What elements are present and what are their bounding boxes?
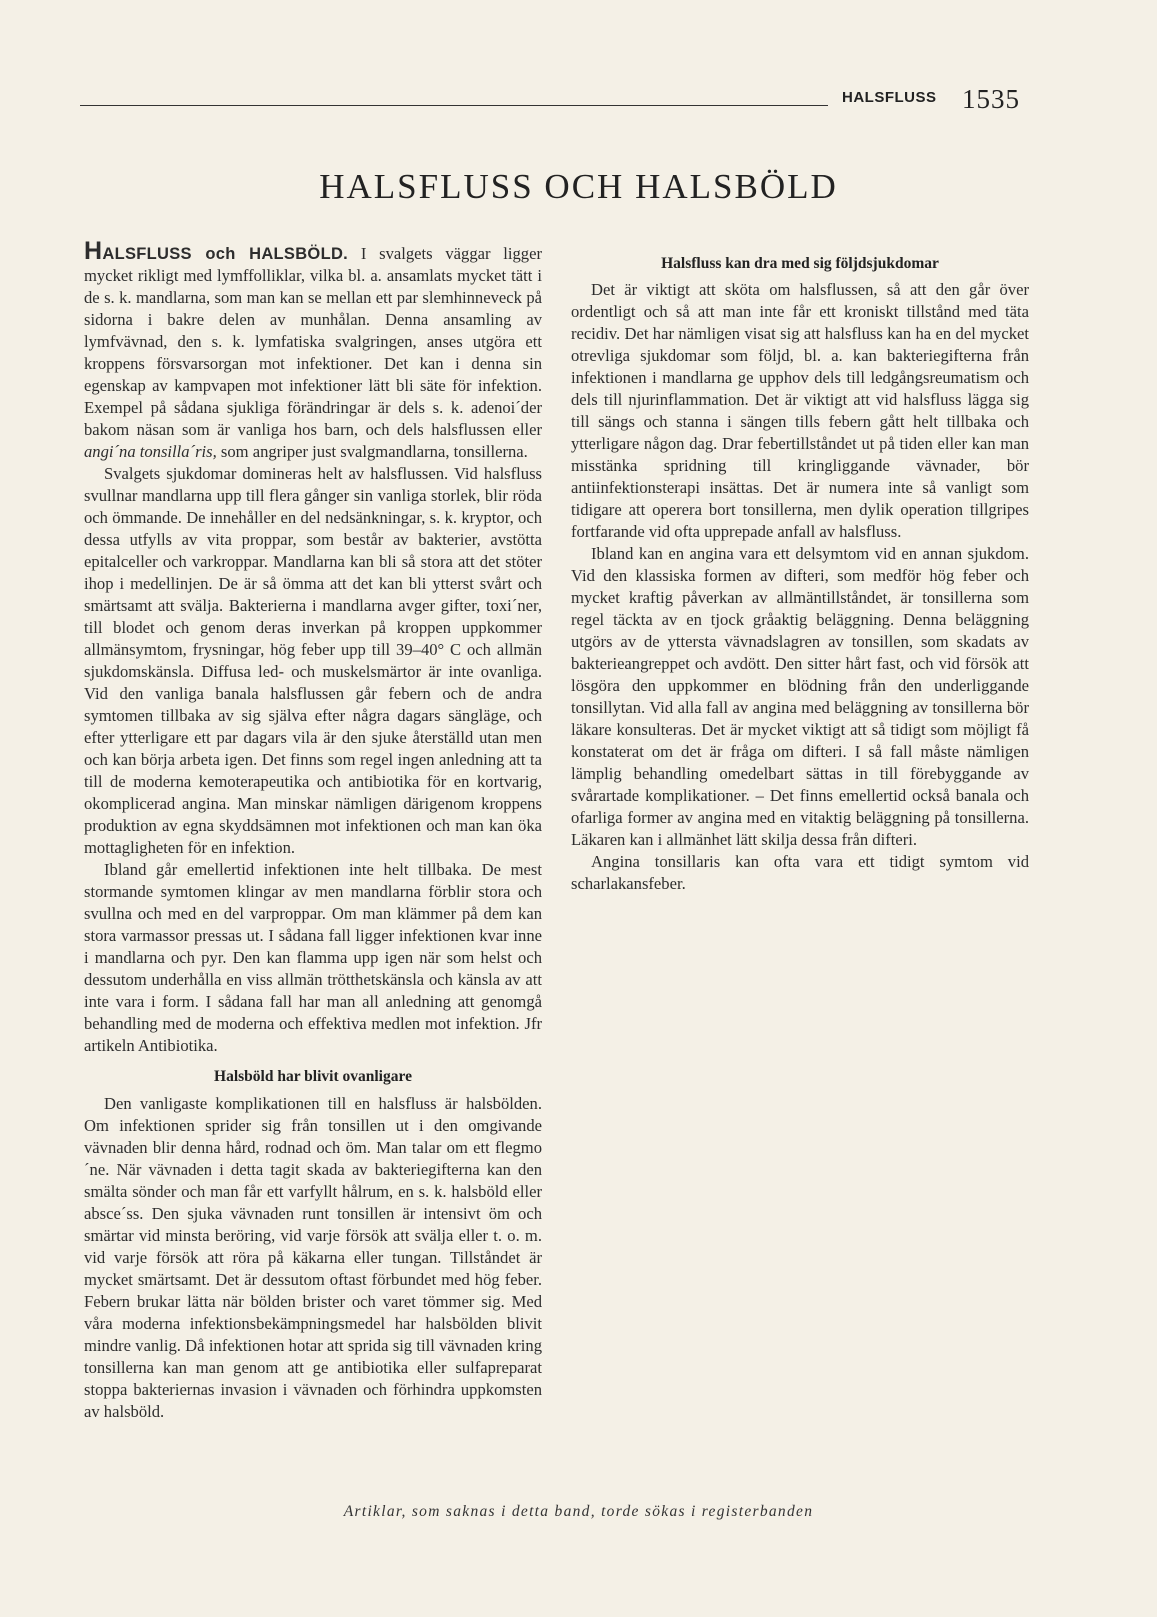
lead-initial: H	[84, 237, 103, 265]
running-head: HALSFLUSS	[842, 89, 937, 106]
paragraph-2: Svalgets sjukdomar domineras helt av halsflussen. Vid halsfluss svullnar mandlarna upp till flera gånger sin vanliga storlek, blir röda och ömmande. De innehåller en del nedsänkningar, s. k. kryptor, och dessa utfylls av vita proppar, som består av bakterier, avstötta epitalceller och varkroppar. Mandlarna kan bli så stora att det stöter ihop i medellinjen. De är så ömma att det kan bli ytterst svårt och smärtsamt att svälja. Bakterierna i mandlarna avger gifter, toxi´ner, till blodet och genom deras inverkan på kroppen uppkommer allmänsymtom, frysningar, hög feber upp till 39–40° C och allmän sjukdomskänsla. Diffusa led- och muskelsmärtor är inte ovanliga. Vid den vanliga banala halsflussen går febern och de andra symtomen tillbaka av sig själva efter några dagars sängläge, och efter ytterligare ett par dagars vila är den sjuke återställd utan men och kan börja arbeta igen. Det finns som regel ingen anledning att ta till de moderna kemoterapeutika och antibiotika för en kortvarig, okomplicerad angina. Man minskar nämligen därigenom kroppens produktion av egna skyddsämnen mot infektionen och man kan öka mottagligheten för en infektion.	[84, 464, 542, 857]
paragraph-1-end: som angriper just svalgmandlarna, tonsillerna.	[216, 442, 528, 461]
lead-title	[84, 237, 349, 265]
lead-title-rest: ALSFLUSS och HALSBÖLD.	[102, 245, 349, 263]
header-rule	[80, 105, 828, 106]
paragraph-6: Ibland kan en angina vara ett delsymtom vid en annan sjukdom. Vid den klassiska formen av difteri, som medför hög feber och mycket kraftig påverkan av allmäntillståndet, är tonsillerna som regel täckta av en tjock gråaktig beläggning. Denna beläggning utgörs av de yttersta vävnadslagren av tonsillen, som skadats av bakterieangreppet och avdött. Den sitter hårt fast, och vid försök att lösgöra den uppkommer en blödning från den underliggande tonsillytan. Vid alla fall av angina med beläggning av tonsillerna bör läkare konsulteras. Det är mycket viktigt att så tidigt som möjligt få konstaterat om det är fråga om difteri. I så fall måste nämligen lämplig behandling omedelbart sättas in till förebyggande av svårartade komplikationer. – Det finns emellertid också banala och ofarliga former av angina med en vitaktig beläggning på tonsillerna. Läkaren kan i allmänhet lätt skilja dessa från difteri.	[571, 544, 1029, 849]
paragraph-7: Angina tonsillaris kan ofta vara ett tidigt symtom vid scharlakansfeber.	[571, 852, 1029, 893]
article-title: HALSFLUSS OCH HALSBÖLD	[319, 167, 838, 206]
right-column	[571, 240, 1029, 895]
paragraph-3: Ibland går emellertid infektionen inte helt tillbaka. De mest stormande symtomen klingar av men mandlarna förblir stora och svullna och med en del varproppar. Om man klämmer på dem kan stora varmassor pressas ut. I sådana fall ligger infektionen kvar inne i mandlarna och pyr. Den kan flamma upp igen när som helst och dessutom underhålla en viss allmän trötthetskänsla och känsla av att inte vara i form. I sådana fall har man all anledning att genomgå behandling med de moderna och effektiva medlen mot infektion. Jfr artikeln Antibiotika.	[84, 860, 542, 1055]
left-column	[84, 237, 542, 1423]
latin-term: angi´na tonsilla´ris,	[84, 442, 217, 461]
subheading-halsbold: Halsböld har blivit ovanligare	[214, 1068, 412, 1085]
paragraph-1-text: I svalgets väggar ligger mycket rikligt med lymffolliklar, vilka bl. a. ansamlats mycket tätt i de s. k. mandlarna, som man kan se mellan ett par slemhinneveck på sidorna i bakre delen av munhålan. Denna ansamling av lymfvävnad, den s. k. lymfatiska svalgringen, anses utgöra ett kroppens försvarsorgan mot infektioner. Det kan i denna sin egenskap av kampvapen mot infektioner lätt bli säte för infektion. Exempel på sådana sjukliga förändringar är dels s. k. adenoi´der bakom näsan som är vanliga hos barn, och dels halsflussen eller	[84, 244, 542, 439]
paragraph-1	[84, 237, 542, 463]
paragraph-4: Den vanligaste komplikationen till en halsfluss är halsbölden. Om infektionen sprider sig från tonsillen ut i den omgivande vävnaden blir denna hård, rodnad och öm. Man talar om ett flegmo´ne. När vävnaden i detta tagit skada av bakteriegifterna kan den smälta sönder och man får ett varfyllt hålrum, en s. k. halsböld eller absce´ss. Den sjuka vävnaden runt tonsillen är intensivt öm och smärtar vid minsta beröring, vid varje försök att svälja eller t. o. m. vid varje försök att röra på käkarna eller tungan. Tillståndet är mycket smärtsamt. Det är dessutom oftast förbundet med hög feber. Febern brukar lätta när bölden brister och varet tömmer sig. Med våra moderna infektionsbekämpningsmedel har halsbölden blivit mindre vanlig. Då infektionen hotar att sprida sig till vävnaden kring tonsillerna kan man genom att ge antibiotika eller sulfapreparat stoppa bakteriernas invasion i vävnaden och förhindra uppkomsten av halsböld.	[84, 1094, 542, 1421]
paragraph-5: Det är viktigt att sköta om halsflussen, så att den går över ordentligt och så att man inte får ett kroniskt tillstånd med täta recidiv. Det har nämligen visat sig att halsfluss kan ha en del mycket otrevliga sjukdomar som följd, bl. a. kan bakteriegifterna från infektionen i mandlarna ge upphov dels till ledgångsreumatism och dels till njurinflammation. Det är viktigt att vid halsfluss lägga sig till sängs och stanna i sängen tills febern gått helt tillbaka och ytterligare någon dag. Drar febertillståndet ut på tiden eller kan man misstänka spridning till kringliggande vävnader, bör antiinfektionsterapi insättas. Det är numera inte så vanligt som tidigare att operera bort tonsillerna, men dylik operation tillgripes fortfarande vid ofta upprepade anfall av halsfluss.	[571, 280, 1029, 541]
footer-note: Artiklar, som saknas i detta band, torde sökas i registerbanden	[343, 1503, 814, 1520]
subheading-foljdsjukdomar: Halsfluss kan dra med sig följdsjukdomar	[661, 255, 939, 272]
page-number: 1535	[962, 84, 1020, 114]
